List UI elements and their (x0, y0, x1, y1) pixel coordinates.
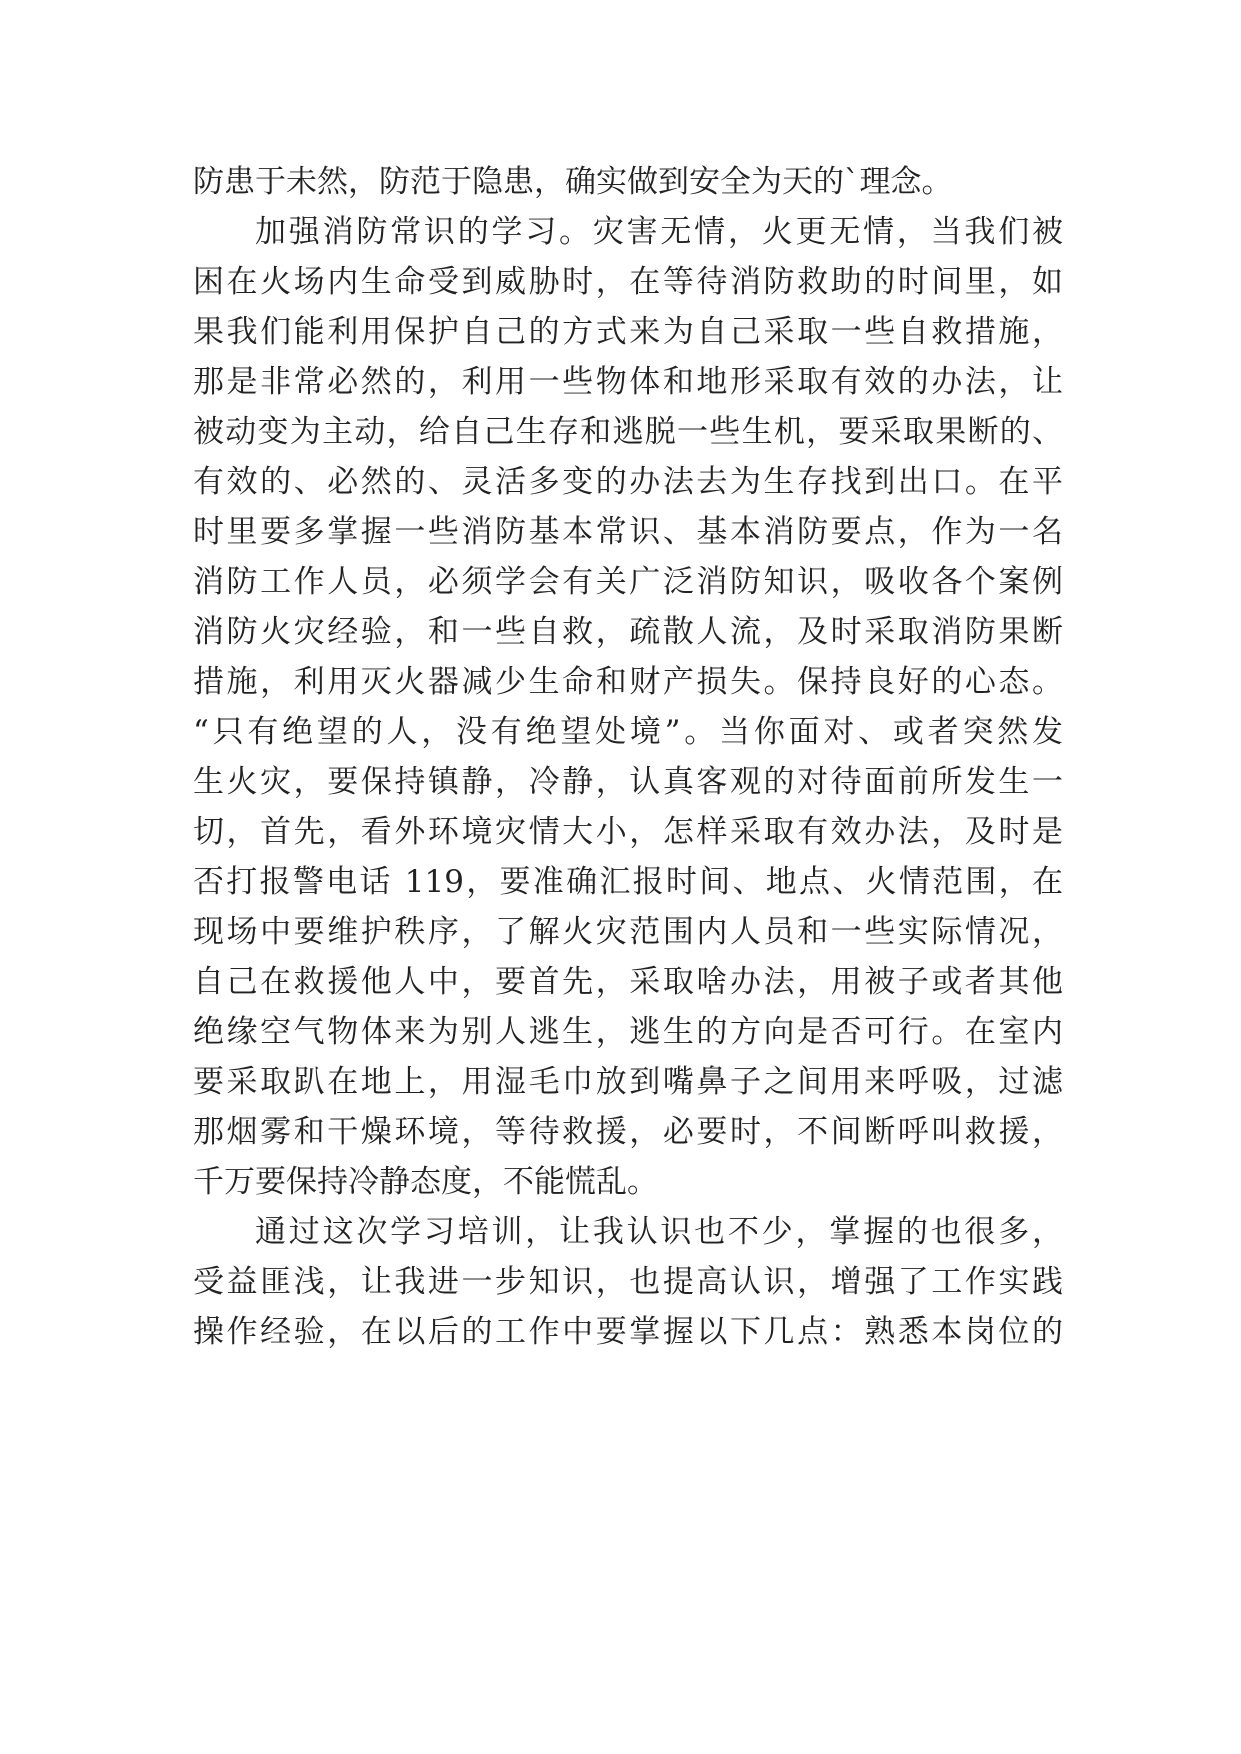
text-line: 被动变为主动，给自己生存和逃脱一些生机，要采取果断的、 (193, 414, 1063, 450)
text-line: 有效的、必然的、灵活多变的办法去为生存找到出口。在平 (193, 464, 1063, 500)
text-line: 困在火场内生命受到威胁时，在等待消防救助的时间里，如 (193, 264, 1063, 300)
text-line: 切，首先，看外环境灾情大小，怎样采取有效办法，及时是 (193, 814, 1063, 850)
body-text (193, 157, 1063, 1357)
text-line: 果我们能利用保护自己的方式来为自己采取一些自救措施， (193, 314, 1063, 350)
text-line: 消防工作人员，必须学会有关广泛消防知识，吸收各个案例 (193, 564, 1063, 600)
text-line: 消防火灾经验，和一些自救，疏散人流，及时采取消防果断 (193, 614, 1063, 650)
text-line: 那烟雾和干燥环境，等待救援，必要时，不间断呼叫救援， (193, 1114, 1063, 1150)
text-line: “只有绝望的人，没有绝望处境”。当你面对、或者突然发 (193, 714, 1063, 750)
text-line: 千万要保持冷静态度，不能慌乱。 (193, 1164, 658, 1200)
text-line: 通过这次学习培训，让我认识也不少，掌握的也很多， (255, 1214, 1063, 1250)
text-line: 自己在救援他人中，要首先，采取啥办法，用被子或者其他 (193, 964, 1063, 1000)
text-line: 生火灾，要保持镇静，冷静，认真客观的对待面前所发生一 (193, 764, 1063, 800)
text-line: 受益匪浅，让我进一步知识，也提高认识，增强了工作实践 (193, 1264, 1063, 1300)
text-line: 现场中要维护秩序，了解火灾范围内人员和一些实际情况， (193, 914, 1063, 950)
text-line: 操作经验，在以后的工作中要掌握以下几点：熟悉本岗位的 (193, 1314, 1063, 1350)
text-line: 时里要多掌握一些消防基本常识、基本消防要点，作为一名 (193, 514, 1063, 550)
text-line: 否打报警电话 119，要准确汇报时间、地点、火情范围，在 (193, 864, 1063, 900)
text-line: 那是非常必然的，利用一些物体和地形采取有效的办法，让 (193, 364, 1063, 400)
text-line: 防患于未然，防范于隐患，确实做到安全为天的`理念。 (193, 164, 953, 200)
text-line: 要采取趴在地上，用湿毛巾放到嘴鼻子之间用来呼吸，过滤 (193, 1064, 1063, 1100)
text-line: 措施，利用灭火器减少生命和财产损失。保持良好的心态。 (193, 664, 1063, 700)
text-line: 绝缘空气物体来为别人逃生，逃生的方向是否可行。在室内 (193, 1014, 1063, 1050)
text-line: 加强消防常识的学习。灾害无情，火更无情，当我们被 (255, 214, 1063, 250)
